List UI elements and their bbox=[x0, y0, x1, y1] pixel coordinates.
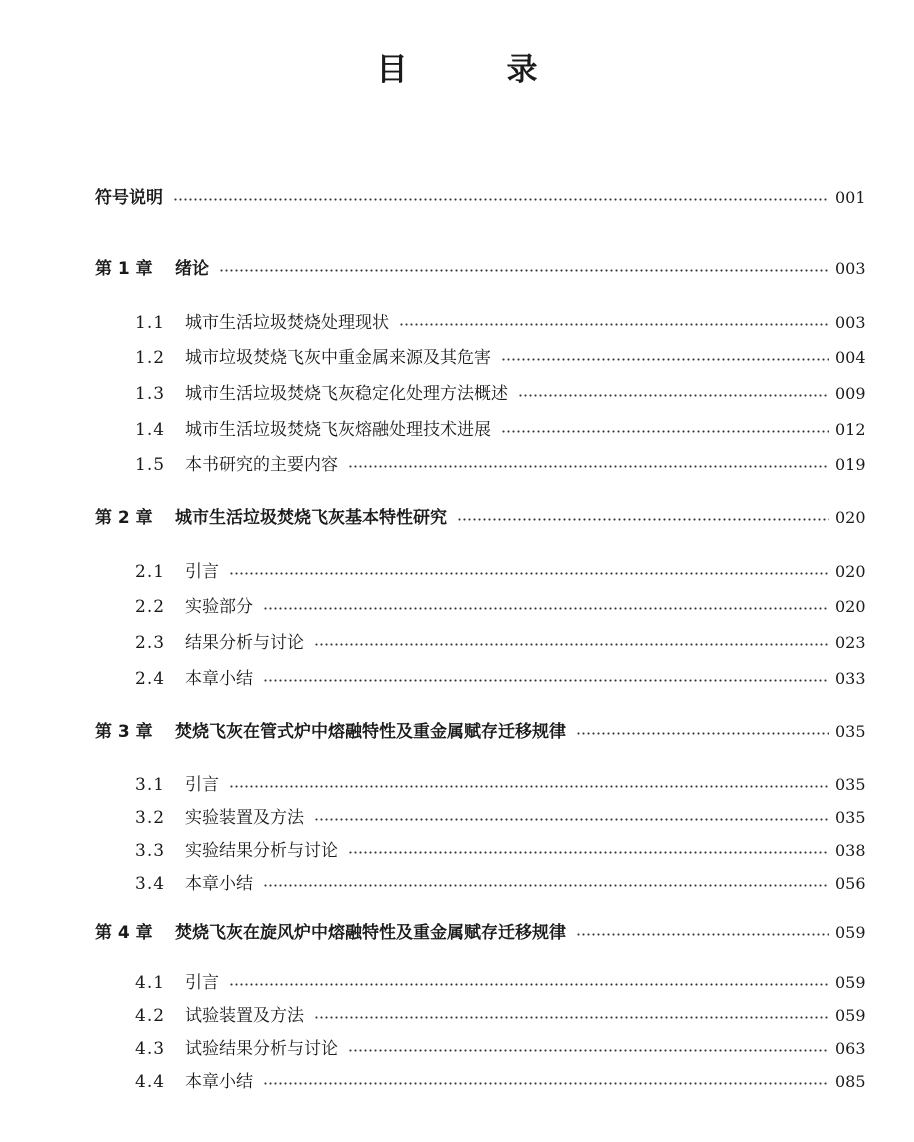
dot-leader bbox=[229, 785, 829, 788]
toc-entry-section[interactable] bbox=[135, 310, 865, 336]
toc-entry-page: 003 bbox=[835, 313, 866, 332]
toc-entry-label: 结果分析与讨论 bbox=[185, 633, 304, 653]
toc-entry-chapter-3[interactable] bbox=[95, 719, 865, 745]
dot-leader bbox=[348, 851, 829, 854]
toc-entry-number: 第 3 章 bbox=[95, 722, 153, 742]
toc-entry-number: 第 1 章 bbox=[95, 259, 153, 279]
toc-entry-number: 4.4 bbox=[135, 1072, 166, 1092]
toc-entry-page: 003 bbox=[835, 259, 866, 278]
toc-entry-number: 4.1 bbox=[135, 973, 166, 993]
toc-entry-section[interactable] bbox=[135, 1069, 865, 1095]
toc-entry-page: 035 bbox=[835, 722, 866, 741]
toc-entry-page: 059 bbox=[835, 923, 866, 942]
toc-entry-page: 035 bbox=[835, 775, 866, 794]
toc-entry-page: 059 bbox=[835, 1006, 866, 1025]
toc-entry-label: 实验装置及方法 bbox=[185, 808, 304, 828]
toc-entry-symbols[interactable] bbox=[95, 185, 865, 211]
toc-entry-number: 4.3 bbox=[135, 1039, 166, 1059]
toc-entry-number: 2.1 bbox=[135, 562, 166, 582]
toc-entry-page: 038 bbox=[835, 841, 866, 860]
toc-entry-page: 085 bbox=[835, 1072, 866, 1091]
dot-leader bbox=[457, 518, 829, 521]
toc-entry-section[interactable] bbox=[135, 452, 865, 478]
dot-leader bbox=[314, 643, 829, 646]
toc-entry-page: 020 bbox=[835, 562, 866, 581]
toc-entry-page: 019 bbox=[835, 455, 866, 474]
dot-leader bbox=[576, 732, 829, 735]
toc-entry-label: 引言 bbox=[185, 562, 219, 582]
dot-leader bbox=[576, 933, 829, 936]
toc-entry-section[interactable] bbox=[135, 666, 865, 692]
toc-entry-label: 试验装置及方法 bbox=[185, 1006, 304, 1026]
toc-entry-section[interactable] bbox=[135, 381, 865, 407]
toc-entry-chapter-4[interactable] bbox=[95, 920, 865, 946]
toc-entry-section[interactable] bbox=[135, 838, 865, 864]
toc-entry-section[interactable] bbox=[135, 559, 865, 585]
dot-leader bbox=[518, 394, 829, 397]
toc-entry-number: 3.2 bbox=[135, 808, 166, 828]
dot-leader bbox=[314, 1016, 829, 1019]
toc-entry-label: 城市生活垃圾焚烧飞灰基本特性研究 bbox=[175, 508, 447, 528]
toc-entry-page: 056 bbox=[835, 874, 866, 893]
toc-entry-page: 001 bbox=[835, 188, 866, 207]
dot-leader bbox=[348, 1049, 829, 1052]
toc-entry-number: 2.4 bbox=[135, 669, 166, 689]
toc-entry-page: 020 bbox=[835, 508, 866, 527]
dot-leader bbox=[263, 679, 829, 682]
toc-entry-number: 3.3 bbox=[135, 841, 166, 861]
toc-entry-page: 012 bbox=[835, 420, 866, 439]
toc-entry-label: 实验部分 bbox=[185, 597, 253, 617]
dot-leader bbox=[229, 572, 829, 575]
toc-entry-label: 符号说明 bbox=[95, 188, 163, 208]
dot-leader bbox=[263, 884, 829, 887]
page-title: 目 录 bbox=[376, 52, 572, 88]
toc-entry-label: 实验结果分析与讨论 bbox=[185, 841, 338, 861]
dot-leader bbox=[263, 1082, 829, 1085]
toc-entry-page: 023 bbox=[835, 633, 866, 652]
toc-entry-number: 4.2 bbox=[135, 1006, 166, 1026]
dot-leader bbox=[314, 818, 829, 821]
toc-entry-chapter-1[interactable] bbox=[95, 256, 865, 282]
toc-entry-page: 020 bbox=[835, 597, 866, 616]
toc-entry-page: 004 bbox=[835, 348, 866, 367]
toc-entry-page: 033 bbox=[835, 669, 866, 688]
toc-entry-number: 第 2 章 bbox=[95, 508, 153, 528]
toc-entry-label: 焚烧飞灰在管式炉中熔融特性及重金属赋存迁移规律 bbox=[175, 722, 566, 742]
toc-entry-label: 城市生活垃圾焚烧飞灰稳定化处理方法概述 bbox=[185, 384, 508, 404]
dot-leader bbox=[229, 983, 829, 986]
toc-entry-section[interactable] bbox=[135, 630, 865, 656]
dot-leader bbox=[501, 430, 829, 433]
toc-entry-number: 1.3 bbox=[135, 384, 166, 404]
toc-entry-section[interactable] bbox=[135, 417, 865, 443]
toc-entry-section[interactable] bbox=[135, 1003, 865, 1029]
toc-entry-number: 第 4 章 bbox=[95, 923, 153, 943]
toc-entry-page: 009 bbox=[835, 384, 866, 403]
toc-entry-label: 本章小结 bbox=[185, 874, 253, 894]
toc-entry-section[interactable] bbox=[135, 772, 865, 798]
toc-entry-label: 本章小结 bbox=[185, 1072, 253, 1092]
toc-entry-label: 城市垃圾焚烧飞灰中重金属来源及其危害 bbox=[185, 348, 491, 368]
toc-entry-section[interactable] bbox=[135, 871, 865, 897]
toc-entry-number: 3.1 bbox=[135, 775, 166, 795]
toc-entry-page: 059 bbox=[835, 973, 866, 992]
toc-entry-label: 城市生活垃圾焚烧处理现状 bbox=[185, 313, 389, 333]
toc-entry-section[interactable] bbox=[135, 805, 865, 831]
toc-entry-label: 绪论 bbox=[175, 259, 209, 279]
dot-leader bbox=[399, 323, 829, 326]
dot-leader bbox=[219, 269, 829, 272]
toc-entry-number: 1.5 bbox=[135, 455, 166, 475]
toc-entry-label: 引言 bbox=[185, 775, 219, 795]
toc-entry-chapter-2[interactable] bbox=[95, 505, 865, 531]
toc-entry-label: 本书研究的主要内容 bbox=[185, 455, 338, 475]
toc-entry-number: 3.4 bbox=[135, 874, 166, 894]
toc-entry-label: 焚烧飞灰在旋风炉中熔融特性及重金属赋存迁移规律 bbox=[175, 923, 566, 943]
toc-entry-page: 063 bbox=[835, 1039, 866, 1058]
toc-entry-section[interactable] bbox=[135, 1036, 865, 1062]
dot-leader bbox=[501, 358, 829, 361]
toc-entry-label: 城市生活垃圾焚烧飞灰熔融处理技术进展 bbox=[185, 420, 491, 440]
dot-leader bbox=[348, 465, 829, 468]
toc-entry-number: 1.4 bbox=[135, 420, 166, 440]
toc-entry-section[interactable] bbox=[135, 345, 865, 371]
toc-entry-number: 2.3 bbox=[135, 633, 166, 653]
toc-entry-number: 1.2 bbox=[135, 348, 166, 368]
dot-leader bbox=[173, 198, 829, 201]
toc-entry-section[interactable] bbox=[135, 970, 865, 996]
toc-entry-label: 本章小结 bbox=[185, 669, 253, 689]
toc-entry-label: 试验结果分析与讨论 bbox=[185, 1039, 338, 1059]
toc-entry-page: 035 bbox=[835, 808, 866, 827]
toc-entry-label: 引言 bbox=[185, 973, 219, 993]
toc-entry-section[interactable] bbox=[135, 594, 865, 620]
toc-entry-number: 2.2 bbox=[135, 597, 166, 617]
dot-leader bbox=[263, 607, 829, 610]
toc-entry-number: 1.1 bbox=[135, 313, 166, 333]
